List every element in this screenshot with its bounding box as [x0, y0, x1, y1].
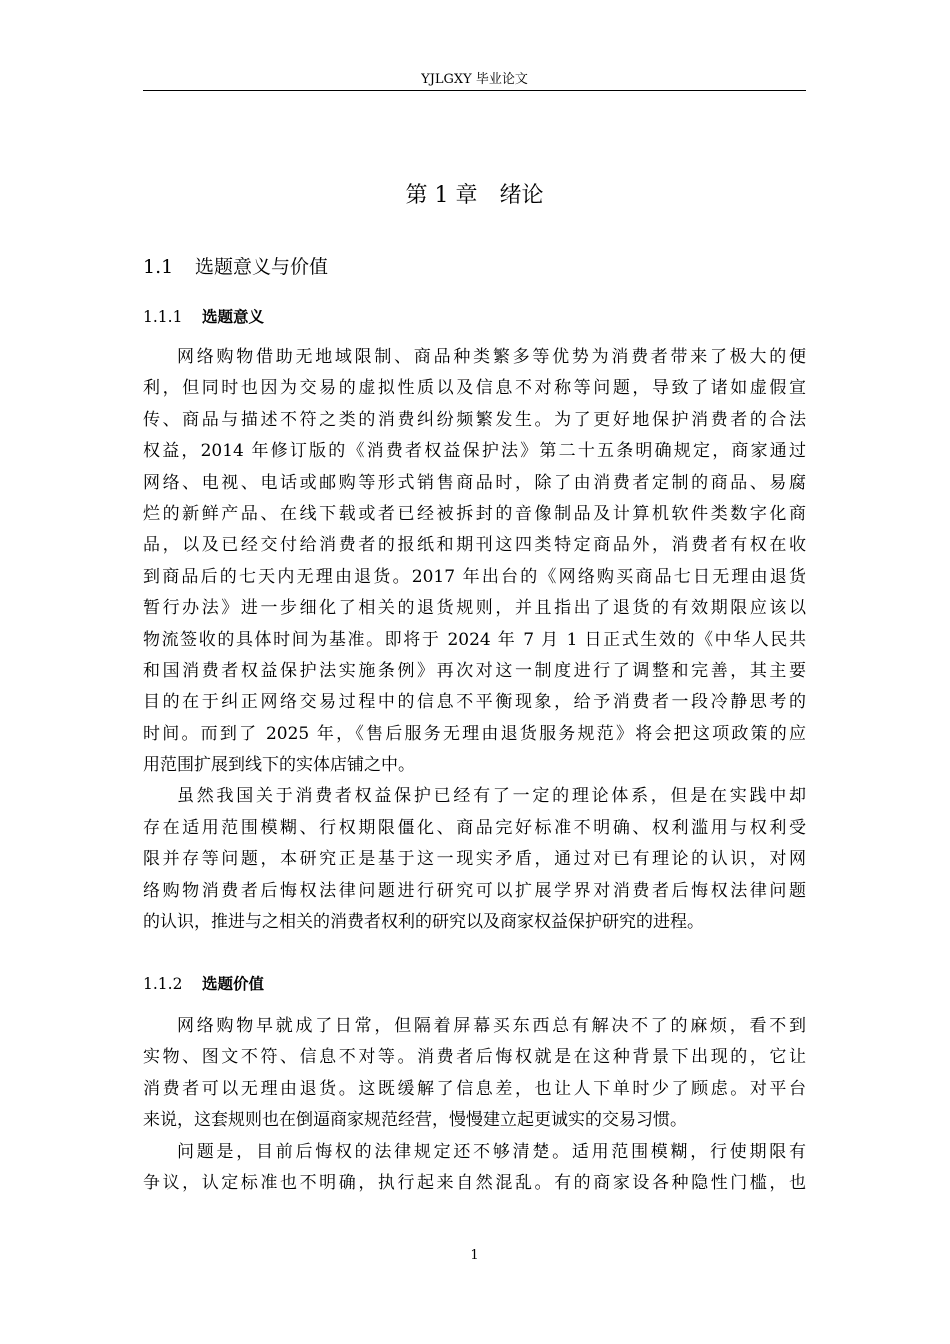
paragraph-line: 和国消费者权益保护法实施条例》再次对这一制度进行了调整和完善，其主要 — [143, 660, 806, 681]
paragraph-line: 目的在于纠正网络交易过程中的信息不平衡现象，给予消费者一段冷静思考的 — [143, 692, 806, 713]
page-number: 1 — [470, 1248, 479, 1263]
paragraph-line: 消费者可以无理由退货。这既缓解了信息差，也让人下单时少了顾虑。对平台 — [143, 1078, 806, 1099]
subsection-number: 1.1.2 — [143, 975, 183, 993]
paragraph-line: 虽然我国关于消费者权益保护已经有了一定的理论体系，但是在实践中却 — [177, 786, 806, 807]
paragraph-line: 络购物消费者后悔权法律问题进行研究可以扩展学界对消费者后悔权法律问题 — [143, 880, 806, 901]
paragraph-line: 用范围扩展到线下的实体店铺之中。 — [143, 755, 415, 776]
section-heading — [143, 253, 806, 281]
paragraph-line: 物流签收的具体时间为基准。即将于 2024 年 7 月 1 日正式生效的《中华人民共 — [143, 629, 806, 650]
subsection-heading — [143, 305, 806, 329]
paragraph-line: 网络、电视、电话或邮购等形式销售商品时，除了由消费者定制的商品、易腐 — [143, 472, 806, 493]
paragraph-line: 网络购物早就成了日常，但隔着屏幕买东西总有解决不了的麻烦，看不到 — [177, 1016, 806, 1036]
paragraph-line: 权益，2014 年修订版的《消费者权益保护法》第二十五条明确规定，商家通过 — [143, 441, 806, 462]
subsection-body — [143, 1011, 806, 1199]
paragraph-line: 来说，这套规则也在倒逼商家规范经营，慢慢建立起更诚实的交易习惯。 — [143, 1110, 687, 1131]
subsection-heading — [143, 972, 806, 996]
paragraph-line: 利，但同时也因为交易的虚拟性质以及信息不对称等问题，导致了诸如虚假宣 — [143, 378, 806, 399]
header-rule — [143, 90, 806, 91]
section-title: 选题意义与价值 — [195, 256, 329, 278]
paragraph-line: 时间。而到了 2025 年，《售后服务无理由退货服务规范》将会把这项政策的应 — [143, 723, 806, 744]
paragraph-line: 的认识，推进与之相关的消费者权利的研究以及商家权益保护研究的进程。 — [143, 912, 704, 933]
paragraph-line: 到商品后的七天内无理由退货。2017 年出台的《网络购买商品七日无理由退货 — [143, 566, 806, 587]
paragraph-line: 限并存等问题，本研究正是基于这一现实矛盾，通过对已有理论的认识，对网 — [143, 849, 806, 870]
subsection-number: 1.1.1 — [143, 308, 183, 326]
subsection-title: 选题价值 — [202, 974, 265, 993]
chapter-title: 第 1 章 绪论 — [405, 183, 544, 208]
subsection-body — [143, 342, 806, 938]
paragraph-line: 烂的新鲜产品、在线下载或者已经被拆封的音像制品及计算机软件类数字化商 — [143, 503, 806, 524]
paragraph-line: 品，以及已经交付给消费者的报纸和期刊这四类特定商品外，消费者有权在收 — [143, 535, 806, 556]
subsection-title: 选题意义 — [202, 307, 265, 326]
paragraph-line: 网络购物借助无地域限制、商品种类繁多等优势为消费者带来了极大的便 — [177, 347, 806, 367]
paragraph-line: 实物、图文不符、信息不对等。消费者后悔权就是在这种背景下出现的，它让 — [143, 1047, 806, 1068]
running-header: YJLGXY 毕业论文 — [421, 72, 528, 87]
paragraph-line: 暂行办法》进一步细化了相关的退货规则，并且指出了退货的有效期限应该以 — [143, 598, 806, 619]
paragraph-line: 争议，认定标准也不明确，执行起来自然混乱。有的商家设各种隐性门槛，也 — [143, 1172, 806, 1193]
paragraph-line: 存在适用范围模糊、行权期限僵化、商品完好标准不明确、权利滥用与权利受 — [143, 817, 806, 838]
paragraph-line: 传、商品与描述不符之类的消费纠纷频繁发生。为了更好地保护消费者的合法 — [143, 409, 806, 430]
section-number: 1.1 — [143, 256, 174, 278]
paragraph-line: 问题是，目前后悔权的法律规定还不够清楚。适用范围模糊，行使期限有 — [177, 1141, 806, 1162]
